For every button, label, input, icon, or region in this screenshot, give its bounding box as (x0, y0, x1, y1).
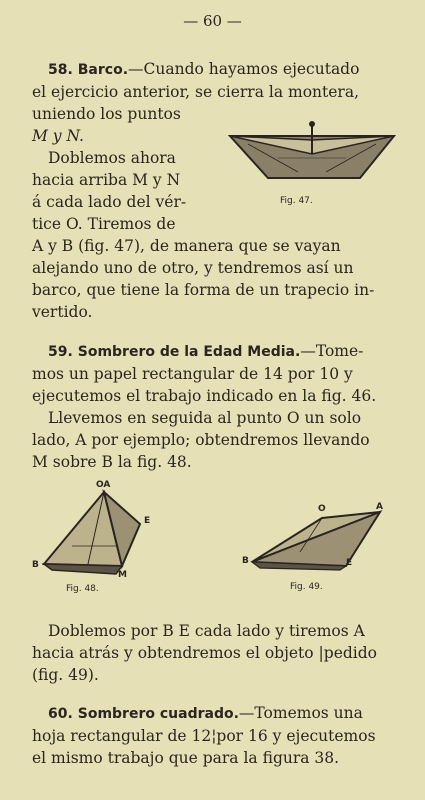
section-58-text-1: —Cuando hayamos ejecutado (128, 60, 360, 78)
after-line2: hacia atrás y obtendremos el objeto |pedido (32, 644, 377, 662)
section-60-text-1: —Tomemos una (238, 704, 363, 722)
section-58-line12: vertido. (32, 303, 93, 321)
after-line1: Doblemos por B E cada lado y tiremos A (48, 622, 365, 640)
figure-47-caption: Fig. 47. (280, 196, 313, 206)
section-59-title: Sombrero de la Edad Media. (77, 344, 301, 360)
section-59-line3: ejecutemos el trabajo indicado en la fig. 46. (32, 387, 377, 405)
section-59-text-1: —Tome- (300, 342, 364, 360)
fig49-label-a: A (376, 502, 383, 512)
section-60-line2: hoja rectangular de 12¦por 16 y ejecutemos (32, 727, 376, 745)
after-figures-text (32, 620, 400, 686)
fig49-label-b: B (242, 556, 249, 566)
figure-49-caption: Fig. 49. (290, 582, 323, 592)
folded-hat-illustration (240, 500, 390, 580)
section-58-line3: uniendo los puntos (32, 105, 181, 123)
section-59-line5: lado, A por ejemplo; obtendremos llevando (32, 431, 370, 449)
section-58-line9: A y B (fig. 47), de manera que se vayan (32, 237, 341, 255)
fig48-label-b: B (32, 560, 39, 570)
fig48-label-m: M (118, 570, 127, 580)
section-60 (32, 702, 400, 769)
section-58-line11: barco, que tiene la forma de un trapecio in- (32, 281, 375, 299)
section-60-title: Sombrero cuadrado. (77, 706, 239, 722)
figure-48-caption: Fig. 48. (66, 584, 99, 594)
section-59-line6: M sobre B la fig. 48. (32, 453, 192, 471)
section-58-line2: el ejercicio anterior, se cierra la montera, (32, 83, 360, 101)
fig49-label-o: O (318, 504, 326, 514)
section-59-line1 (32, 340, 400, 363)
section-59 (32, 340, 400, 473)
section-60-line3: el mismo trabajo que para la figura 38. (32, 749, 340, 767)
section-58-line7: á cada lado del vér- (32, 193, 187, 211)
after-line3: (fig. 49). (32, 666, 99, 684)
medieval-hat-illustration (28, 478, 168, 588)
section-58-line10: alejando uno de otro, y tendremos así un (32, 259, 354, 277)
section-58-line6: hacia arriba M y N (32, 171, 181, 189)
figure-48 (28, 478, 168, 598)
section-58-line5: Doblemos ahora (48, 149, 176, 167)
figure-47 (228, 118, 398, 213)
section-58-title: Barco. (77, 62, 129, 78)
section-59-number: 59. (48, 344, 73, 360)
boat-illustration (228, 118, 398, 213)
fig48-label-e: E (144, 516, 151, 526)
section-60-number: 60. (48, 706, 73, 722)
section-58-number: 58. (48, 62, 73, 78)
section-58-line1 (32, 58, 400, 81)
section-59-line2: mos un papel rectangular de 14 por 10 y (32, 365, 353, 383)
section-58-line8: tice O. Tiremos de (32, 215, 176, 233)
figure-49 (240, 500, 390, 600)
fig49-label-e: E (346, 558, 353, 568)
page-number: — 60 — (183, 12, 242, 30)
section-60-line1 (32, 702, 400, 725)
fig48-label-oa: OA (96, 480, 111, 490)
section-58-line4: M y N. (32, 127, 84, 145)
section-59-line4: Llevemos en seguida al punto O un solo (48, 409, 362, 427)
